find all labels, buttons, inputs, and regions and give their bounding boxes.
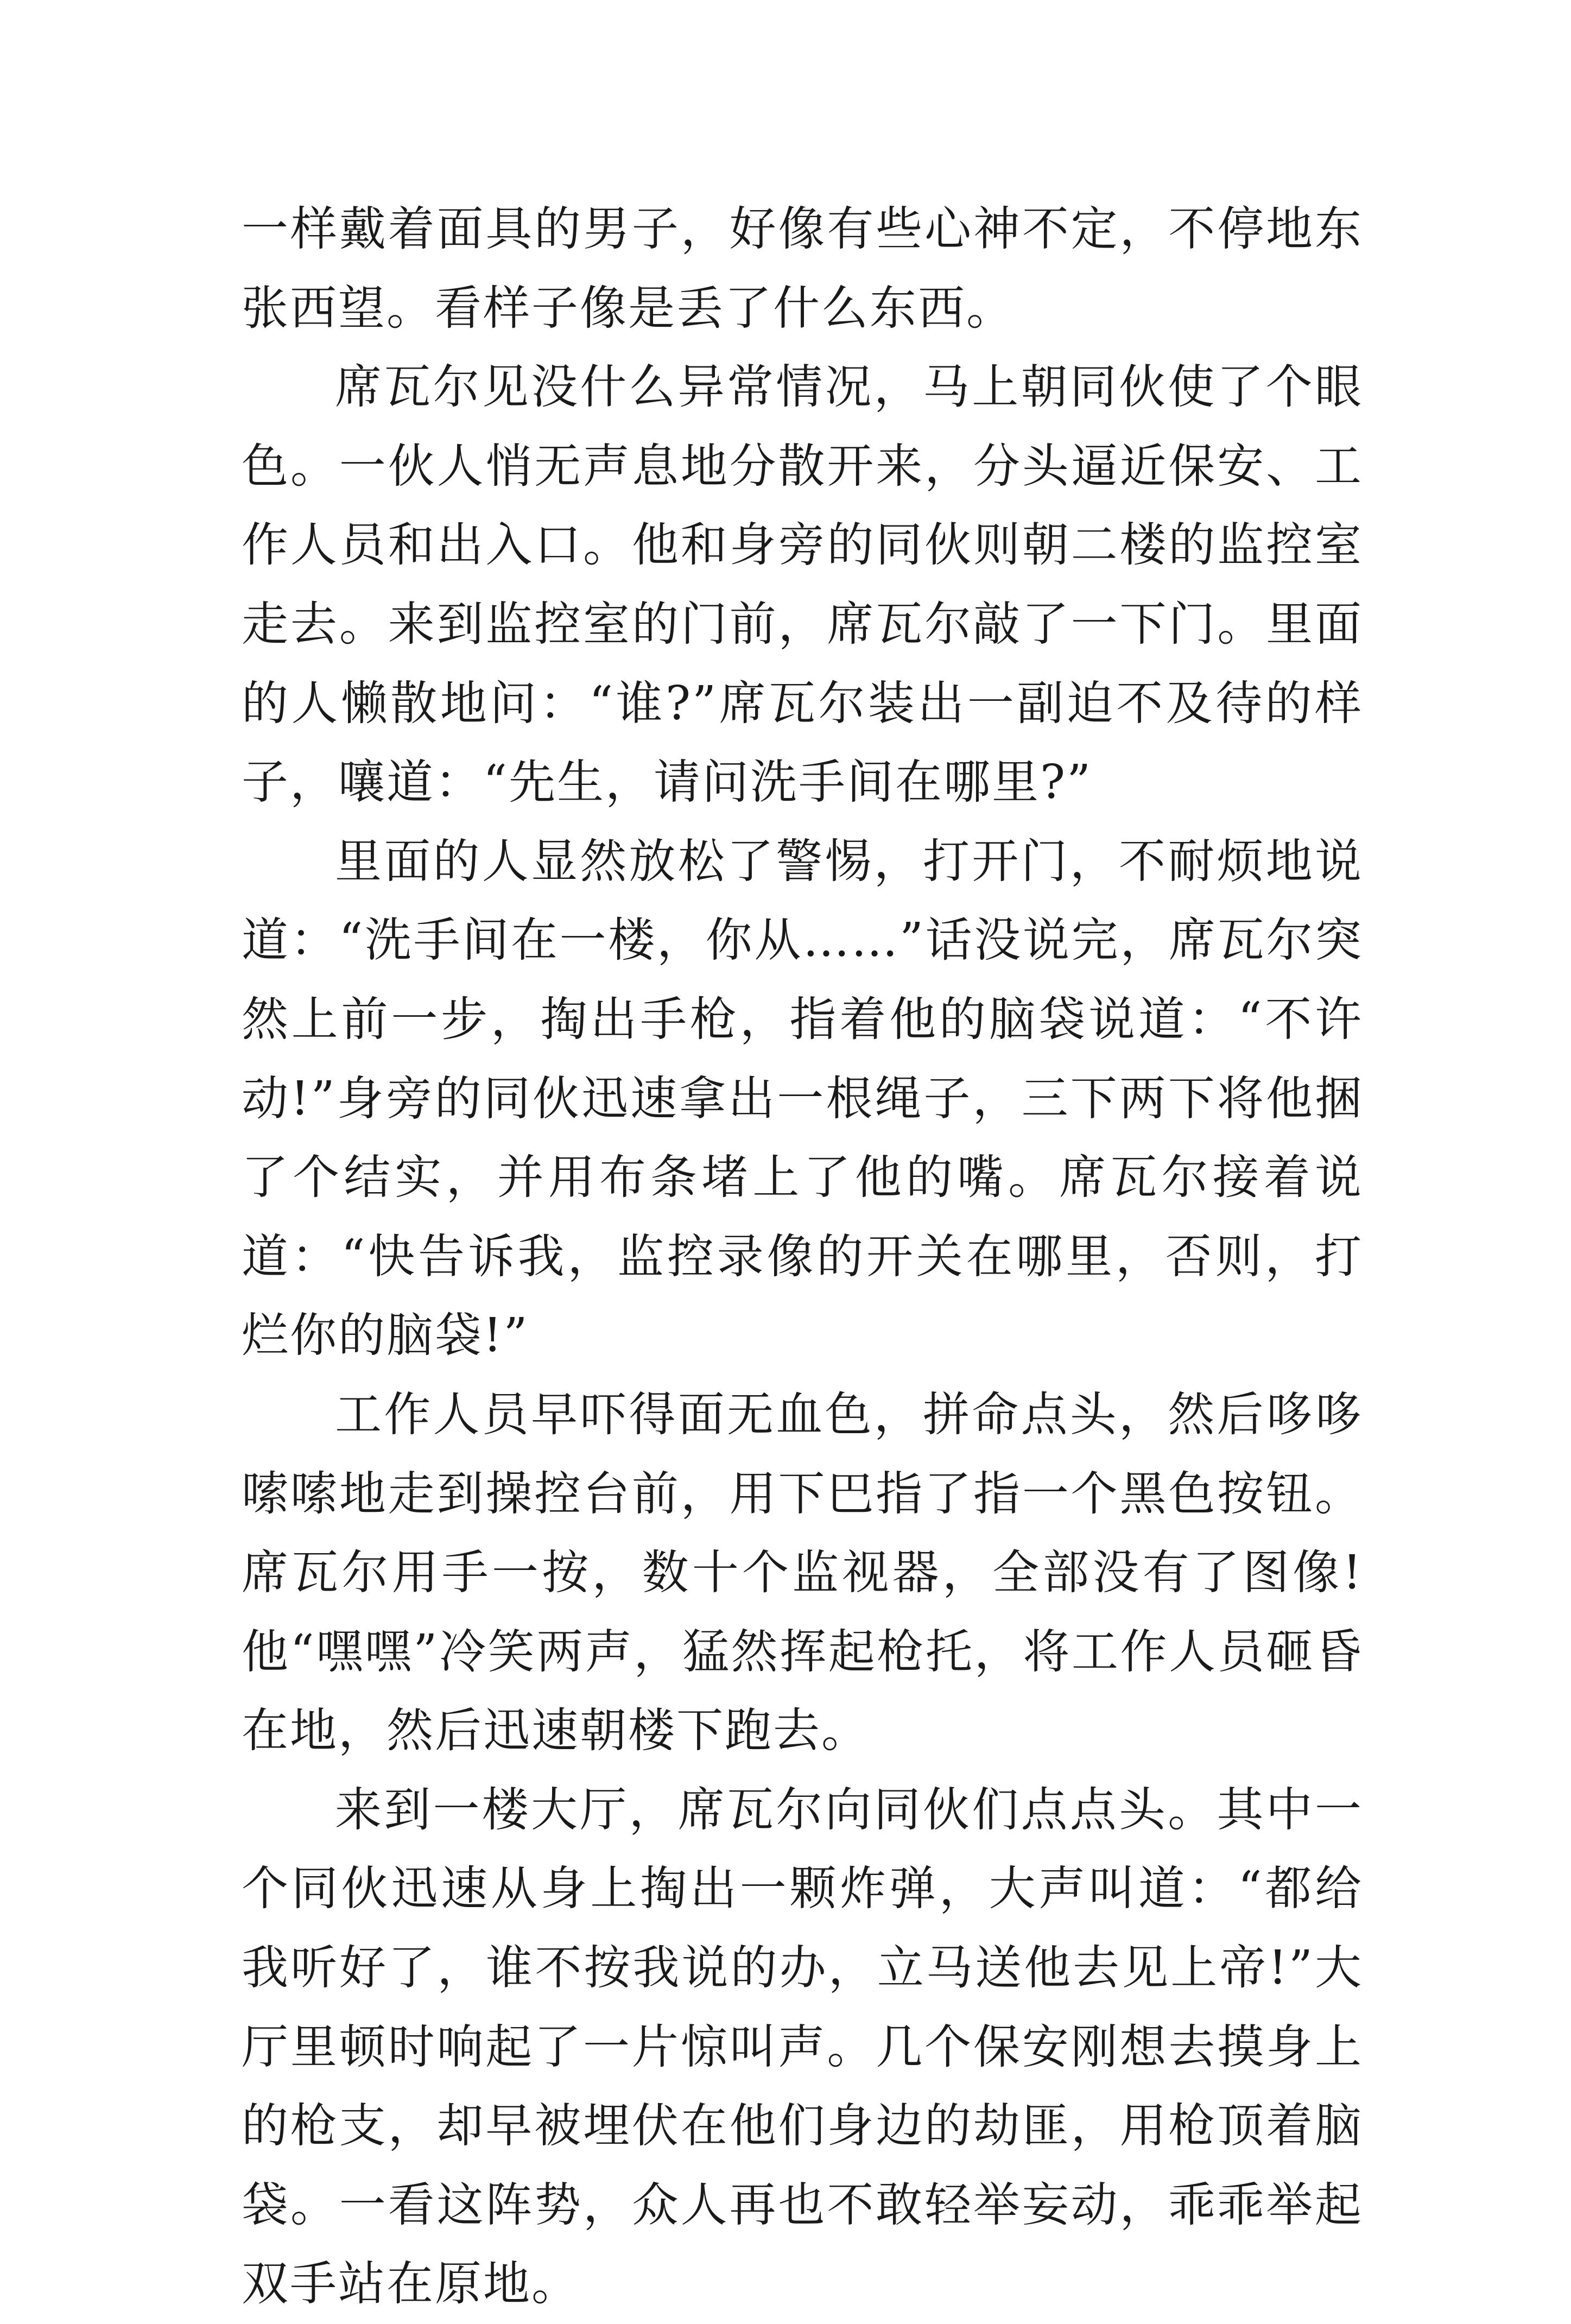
paragraph-4: 工作人员早吓得面无血色，拼命点头，然后哆哆嗦嗦地走到操控台前，用下巴指了指一个黑色按钮。席瓦尔用手一按，数十个监视器，全部没有了图像!他“嘿嘿”冷笑两声，猛然挥起枪托，将工作人员砸昏在地，然后迅速朝楼下跑去。 — [242, 1387, 1363, 1758]
paragraph-1: 一样戴着面具的男子，好像有些心神不定，不停地东张西望。看样子像是丢了什么东西。 — [242, 202, 1363, 335]
body-text — [242, 190, 1363, 2324]
paragraph-5: 来到一楼大厅，席瓦尔向同伙们点点头。其中一个同伙迅速从身上掏出一颗炸弹，大声叫道：“都给我听好了，谁不按我说的办，立马送他去见上帝!”大厅里顿时响起了一片惊叫声。几个保安刚想去摸身上的枪支，却早被埋伏在他们身边的劫匪，用枪顶着脑袋。一看这阵势，众人再也不敢轻举妄动，乖乖举起双手站在原地。 — [242, 1782, 1363, 2312]
paragraph-2: 席瓦尔见没什么异常情况，马上朝同伙使了个眼色。一伙人悄无声息地分散开来，分头逼近保安、工作人员和出入口。他和身旁的同伙则朝二楼的监控室走去。来到监控室的门前，席瓦尔敲了一下门。里面的人懒散地问：“谁?”席瓦尔装出一副迫不及待的样子，嚷道：“先生，请问洗手间在哪里?” — [242, 360, 1363, 810]
paragraph-3: 里面的人显然放松了警惕，打开门，不耐烦地说道：“洗手间在一楼，你从……”话没说完，席瓦尔突然上前一步，掏出手枪，指着他的脑袋说道：“不许动!”身旁的同伙迅速拿出一根绳子，三下两下将他捆了个结实，并用布条堵上了他的嘴。席瓦尔接着说道：“快告诉我，监控录像的开关在哪里，否则，打烂你的脑袋!” — [242, 834, 1363, 1363]
